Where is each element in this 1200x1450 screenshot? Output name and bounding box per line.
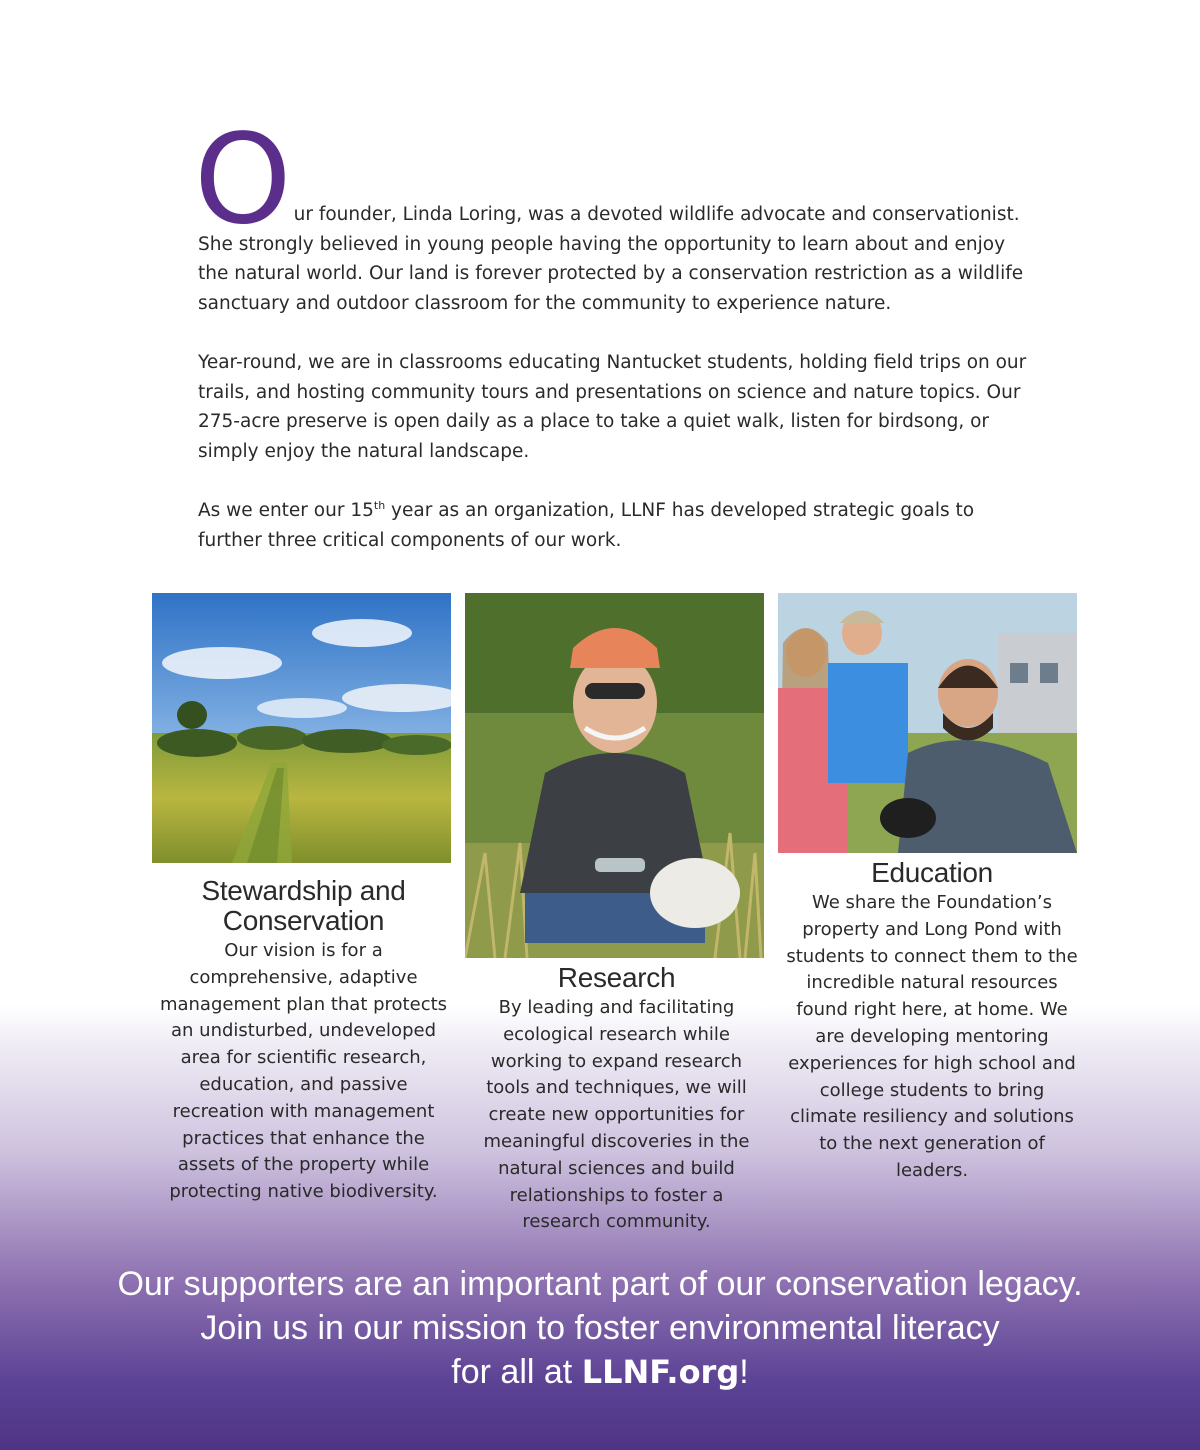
- stewardship-text: Our vision is for a comprehensive, adaptive management plan that protects an undisturbed, undeveloped area for scientific research, education, and passive recreation with management practices that enhance the assets of the property while protecting native biodiversity.: [159, 940, 448, 1203]
- footer-call-to-action: [0, 1262, 1200, 1394]
- website-link[interactable]: LLNF.org: [581, 1353, 740, 1391]
- footer-line-2: Join us in our mission to foster environmental literacy: [200, 1309, 1000, 1347]
- intro-paragraph-1-rest: She strongly believed in young people having the opportunity to learn about and enjoy the natural world. Our land is forever protected by a conservation restriction as a wildlife sanctuary and outdoor classroom for the community to experience nature.: [198, 233, 1024, 314]
- intro-paragraph-1: [194, 108, 1038, 318]
- stewardship-heading-line2: Conservation: [222, 905, 385, 936]
- stewardship-heading: [152, 876, 455, 936]
- stewardship-column: [152, 876, 455, 1206]
- drop-cap: O: [194, 108, 292, 252]
- research-photo: [465, 593, 764, 958]
- stewardship-photo: [152, 593, 451, 863]
- intro-section: [194, 108, 1038, 555]
- p3-text-end: year as an organization, LLNF has developed strategic goals to further three critical components of our work.: [198, 500, 975, 551]
- research-heading: Research: [557, 962, 676, 993]
- footer-line-3-text: for all at: [451, 1353, 582, 1391]
- intro-first-line: ur founder, Linda Loring, was a devoted wildlife advocate and conservationist.: [293, 204, 1020, 225]
- research-column: [478, 963, 755, 1236]
- education-heading: Education: [871, 857, 993, 888]
- intro-paragraph-2: Year-round, we are in classrooms educating Nantucket students, holding field trips on our trails, and hosting community tours and presentations on science and nature topics. Our 275-acre preserve is open daily as a place to take a quiet walk, listen for birdsong, or simply enjoy the natural landscape.: [198, 352, 1027, 462]
- footer-line-3: [0, 1350, 1200, 1394]
- intro-paragraph-3: [198, 496, 1038, 555]
- p3-text-start: As we enter our 15: [198, 500, 374, 521]
- education-text: We share the Foundation’s property and Long Pond with students to connect them to the incredible natural resources found right here, at home. We are developing mentoring experiences for high school and college students to bring climate resiliency and solutions to the next generation of leaders.: [786, 892, 1078, 1181]
- footer-exclamation: !: [739, 1353, 749, 1391]
- research-text: By leading and facilitating ecological research while working to expand research tools and techniques, we will create new opportunities for meaningful discoveries in the natural sciences and build relationships to foster a research community.: [483, 997, 750, 1233]
- education-photo: [778, 593, 1077, 853]
- education-column: [782, 858, 1082, 1185]
- stewardship-heading-line1: Stewardship and: [201, 875, 406, 906]
- ordinal-superscript: th: [373, 499, 386, 512]
- footer-line-1: Our supporters are an important part of our conservation legacy.: [117, 1265, 1083, 1303]
